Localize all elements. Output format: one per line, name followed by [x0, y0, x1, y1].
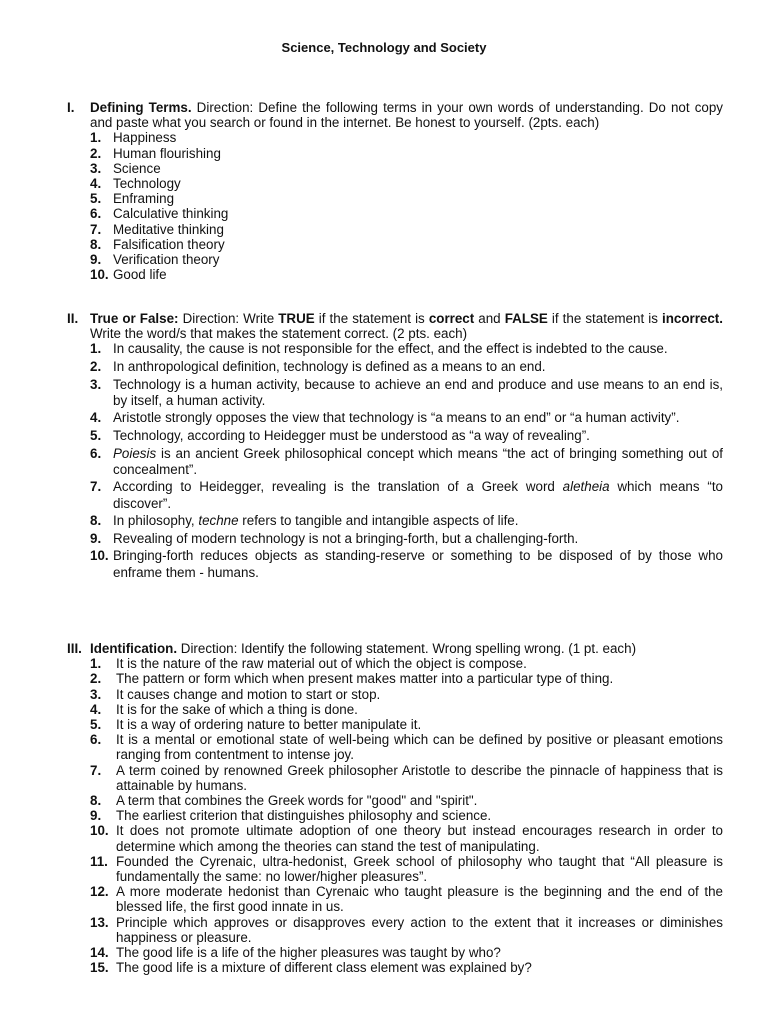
text-run: It is the nature of the raw material out of which the object is compose. [116, 656, 527, 672]
section-heading [67, 311, 723, 341]
item-list [67, 130, 723, 282]
item-number: 7. [90, 762, 102, 778]
text-run: and [474, 311, 505, 326]
item-number: 8. [90, 513, 102, 529]
list-item [90, 915, 723, 945]
text-run: In philosophy, [113, 513, 199, 529]
text-run: The pattern or form which when present makes matter into a particular type of thing. [116, 671, 614, 687]
item-number: 1. [90, 341, 102, 357]
text-run: Direction: Write [178, 311, 279, 326]
item-number: 5. [90, 717, 102, 733]
item-number: 2. [90, 671, 102, 687]
section-direction [177, 641, 636, 656]
item-number: 1. [90, 130, 102, 146]
document-title: Science, Technology and Society [281, 40, 487, 55]
list-item [90, 513, 723, 529]
text-run: Bringing-forth reduces objects as standing-reserve or something to be disposed of by those who enframe them - humans. [113, 548, 723, 580]
text-run: Revealing of modern technology is not a bringing-forth, but a challenging-forth. [113, 530, 579, 546]
text-run: It does not promote ultimate adoption of one theory but instead encourages research in order to determine which among the theories can stand the test of manipulating. [116, 823, 723, 854]
text-run: It causes change and motion to start or stop. [116, 686, 381, 702]
text-run: It is a way of ordering nature to better manipulate it. [116, 717, 422, 733]
item-number: 7. [90, 479, 102, 495]
italic-term: Poiesis [113, 445, 157, 461]
section-title: True or False: [90, 311, 179, 326]
section-title: Defining Terms. [90, 100, 192, 115]
list-item [90, 191, 723, 206]
item-number: 3. [90, 160, 102, 176]
text-run: In anthropological definition, technology is defined as a means to an end. [113, 359, 546, 374]
item-number: 4. [90, 410, 102, 426]
text-run: Science [113, 160, 161, 176]
list-item [90, 130, 723, 145]
section-title: Identification. [90, 641, 178, 656]
text-run: The good life is a life of the higher pleasures was taught by who? [116, 945, 501, 961]
text-run: Calculative thinking [113, 206, 229, 222]
text-run: It is a mental or emotional state of well-being which can be defined by positive or pleasant emotions ranging from contentment to intense joy. [116, 732, 723, 763]
text-run: refers to tangible and intangible aspects of life. [238, 513, 519, 529]
bold-text: correct [428, 311, 475, 326]
italic-term: aletheia [562, 479, 610, 495]
text-run: Direction: Define the following terms in your own words of understanding. Do not copy and paste what you search or found in the internet. Be honest to yourself. (2pts. each) [90, 100, 723, 131]
text-run: Founded the Cyrenaic, ultra-hedonist, Greek school of philosophy who taught that “All pleasure is fundamentally the same: no lower/higher pleasures”. [116, 853, 723, 885]
list-item [90, 656, 723, 671]
section-direction [90, 311, 723, 341]
section-numeral: II. [67, 311, 79, 326]
text-run: which means “to discover”. [113, 479, 723, 511]
list-item [90, 548, 723, 580]
item-number: 4. [90, 701, 102, 717]
text-run: Good life [113, 267, 167, 283]
item-number: 11. [90, 853, 108, 869]
list-item [90, 854, 723, 884]
text-run: In causality, the cause is not responsible for the effect, and the effect is indebted to the cause. [113, 341, 668, 357]
list-item [90, 884, 723, 914]
text-run: It is for the sake of which a thing is done. [116, 701, 358, 717]
italic-term: techne [198, 513, 239, 529]
list-item [90, 479, 723, 511]
list-item [90, 793, 723, 808]
list-item [90, 671, 723, 686]
section-numeral: III. [67, 641, 82, 656]
list-item [90, 428, 723, 444]
item-number: 8. [90, 793, 102, 809]
text-run: According to Heidegger, revealing is the translation of a Greek word [113, 479, 563, 495]
list-item [90, 823, 723, 853]
section-true-or-false [67, 311, 723, 582]
item-number: 3. [90, 376, 102, 392]
item-number: 10. [90, 548, 109, 564]
section-numeral: I. [67, 100, 75, 115]
list-item [90, 687, 723, 702]
list-item [90, 702, 723, 717]
text-run: Aristotle strongly opposes the view that technology is “a means to an end” or “a human activity”. [113, 410, 680, 426]
item-number: 14. [90, 945, 109, 961]
item-number: 9. [90, 808, 102, 824]
item-number: 3. [90, 686, 102, 702]
item-number: 6. [90, 445, 102, 461]
text-run: A term that combines the Greek words for "good" and "spirit". [116, 793, 478, 809]
item-number: 8. [90, 236, 102, 252]
item-number: 7. [90, 221, 102, 237]
item-number: 2. [90, 145, 102, 161]
list-item [90, 359, 723, 375]
item-number: 1. [90, 656, 102, 672]
section-heading [67, 641, 723, 656]
text-run: A more moderate hedonist than Cyrenaic who taught pleasure is the beginning and the end of the blessed life, the first good innate in us. [116, 884, 723, 915]
list-item [90, 237, 723, 252]
item-number: 9. [90, 530, 102, 546]
item-number: 6. [90, 732, 102, 748]
item-number: 15. [90, 960, 109, 976]
text-run: Happiness [113, 130, 177, 146]
text-run: Technology, according to Heidegger must be understood as “a way of revealing”. [113, 427, 590, 443]
item-number: 10. [90, 823, 109, 839]
list-item [90, 410, 723, 426]
item-number: 5. [90, 427, 102, 443]
item-number: 9. [90, 252, 102, 268]
item-number: 10. [90, 267, 109, 283]
list-item [90, 161, 723, 176]
item-number: 2. [90, 359, 102, 374]
list-item [90, 808, 723, 823]
text-run: Verification theory [113, 252, 220, 268]
list-item [90, 717, 723, 732]
bold-text: incorrect. [661, 311, 723, 326]
item-number: 5. [90, 191, 102, 207]
text-run: Meditative thinking [113, 221, 224, 237]
section-identification [67, 641, 723, 975]
text-run: Enframing [113, 191, 175, 207]
list-item [90, 732, 723, 762]
list-item [90, 763, 723, 793]
bold-text: TRUE [278, 311, 315, 326]
section-defining-terms [67, 100, 723, 282]
text-run: Human flourishing [113, 145, 221, 161]
list-item [90, 206, 723, 221]
section-heading [67, 100, 723, 130]
item-number: 13. [90, 914, 109, 930]
text-run: The earliest criterion that distinguishes philosophy and science. [116, 808, 492, 824]
list-item [90, 960, 723, 975]
list-item [90, 945, 723, 960]
list-item [90, 531, 723, 547]
list-item [90, 341, 723, 357]
item-list [67, 341, 723, 580]
list-item [90, 222, 723, 237]
list-item [90, 267, 723, 282]
list-item [90, 252, 723, 267]
text-run: A term coined by renowned Greek philosopher Aristotle to describe the pinnacle of happiness that is attainable by humans. [116, 762, 723, 793]
bold-text: FALSE [504, 311, 548, 326]
list-item [90, 446, 723, 478]
text-run: if the statement is [547, 311, 662, 326]
text-run: Technology [113, 176, 181, 192]
item-number: 12. [90, 884, 109, 900]
text-run: Falsification theory [113, 236, 225, 252]
list-item [90, 146, 723, 161]
text-run: if the statement is [314, 311, 429, 326]
text-run: Direction: Identify the following statement. Wrong spelling wrong. (1 pt. each) [177, 641, 637, 656]
text-run: Principle which approves or disapproves every action to the extent that it increases or diminishes happiness or pleasure. [116, 914, 723, 945]
text-run: is an ancient Greek philosophical concept which means “the act of bringing something out of concealment”. [113, 445, 723, 477]
item-number: 4. [90, 176, 102, 192]
item-list [67, 656, 723, 975]
list-item [90, 176, 723, 191]
text-run: The good life is a mixture of different class element was explained by? [116, 960, 532, 976]
text-run: Write the word/s that makes the statement correct. (2 pts. each) [90, 326, 468, 342]
text-run: Technology is a human activity, because to achieve an end and produce and use means to an end is, by itself, a human activity. [113, 376, 723, 408]
item-number: 6. [90, 206, 102, 222]
list-item [90, 377, 723, 409]
